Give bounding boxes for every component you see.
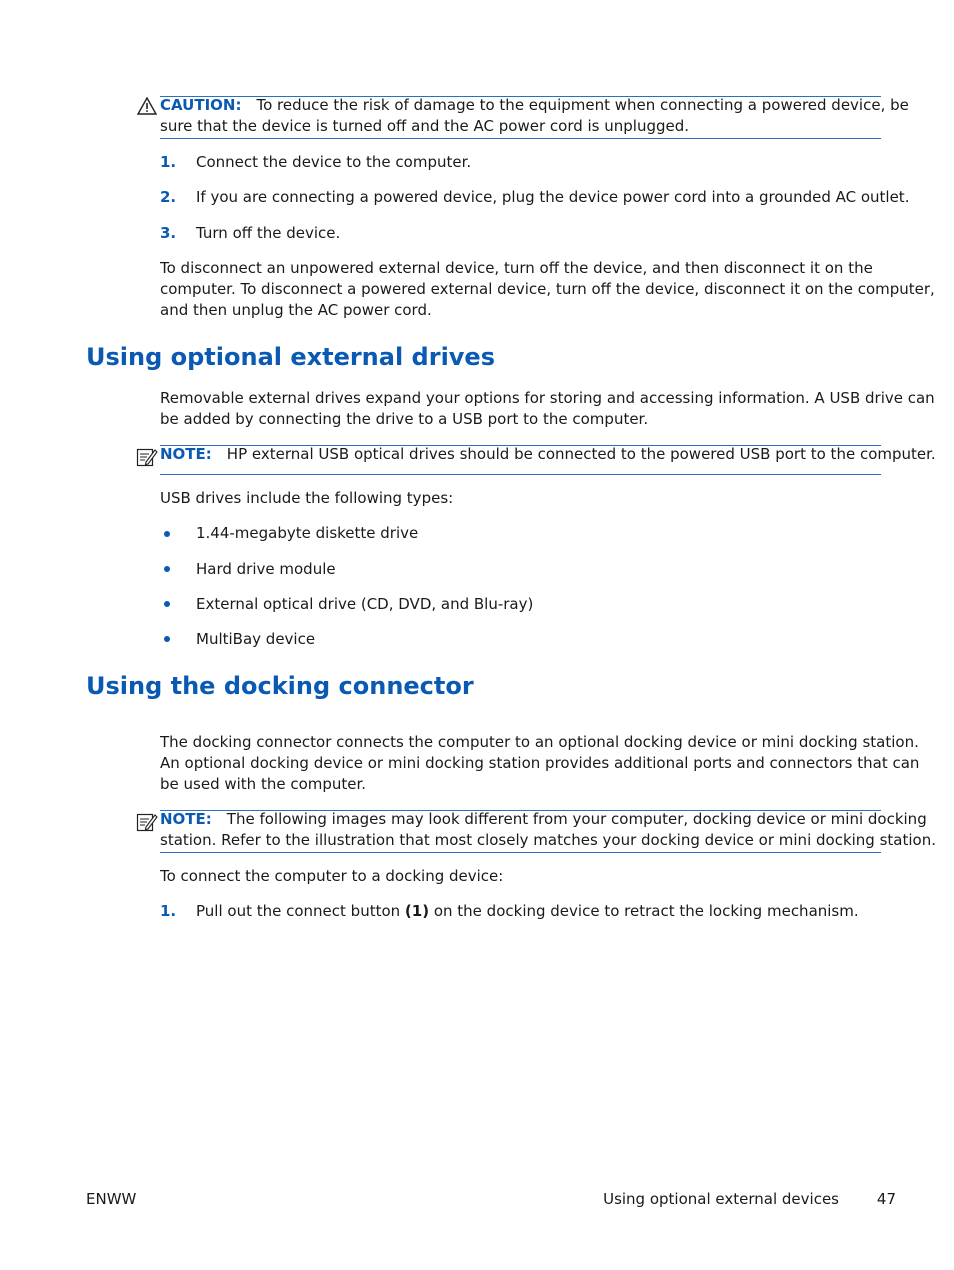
section1-para-line-1: Removable external drives expand your options for storing and accessing information. A USB drive can — [160, 389, 935, 407]
bullet-item: 1.44-megabyte diskette drive — [196, 524, 419, 542]
footer-section: Using optional external devices — [603, 1190, 839, 1208]
disconnect-line-3: and then unplug the AC power cord. — [160, 301, 432, 319]
note-pencil-icon — [136, 811, 158, 833]
note2-text-1: The following images may look different from your computer, docking device or mini docking — [226, 810, 927, 828]
page-number: 47 — [876, 1190, 896, 1208]
disconnect-line-1: To disconnect an unpowered external device, turn off the device, and then disconnect it on the — [160, 259, 873, 277]
section-heading-docking-connector: Using the docking connector — [86, 672, 474, 700]
bullet-item: External optical drive (CD, DVD, and Blu-ray) — [196, 595, 534, 613]
step-number: 3. — [160, 224, 177, 242]
bullet-dot — [164, 636, 170, 642]
bullet-item: MultiBay device — [196, 630, 316, 648]
step-text: If you are connecting a powered device, plug the device power cord into a grounded AC outlet. — [196, 188, 910, 206]
connect-intro: To connect the computer to a docking device: — [160, 867, 504, 885]
section2-para-line-3: be used with the computer. — [160, 775, 367, 793]
note2-label: NOTE: — [160, 810, 212, 828]
types-intro: USB drives include the following types: — [160, 489, 454, 507]
docking-step-text-a: Pull out the connect button — [196, 902, 405, 920]
note1-label: NOTE: — [160, 445, 212, 463]
note2-line-2: station. Refer to the illustration that most closely matches your docking device or mini docking station. — [160, 831, 936, 849]
section2-para-line-1: The docking connector connects the computer to an optional docking device or mini docking station. — [160, 733, 919, 751]
note1-bottom-rule — [160, 474, 881, 475]
bullet-dot — [164, 531, 170, 537]
bullet-dot — [164, 566, 170, 572]
section-heading-external-drives: Using optional external drives — [86, 343, 495, 371]
step-number: 1. — [160, 153, 177, 171]
note1-text: HP external USB optical drives should be connected to the powered USB port to the computer. — [226, 445, 936, 463]
step-text: Turn off the device. — [196, 224, 341, 242]
warning-triangle-icon — [137, 97, 157, 115]
note-pencil-icon — [136, 446, 158, 468]
section2-para-line-2: An optional docking device or mini docking station provides additional ports and connectors that can — [160, 754, 920, 772]
section1-para-line-2: be added by connecting the drive to a USB port to the computer. — [160, 410, 649, 428]
docking-step-callout: (1) — [404, 902, 430, 920]
note1-line — [160, 444, 936, 465]
docking-step-1 — [196, 901, 859, 922]
step-number: 2. — [160, 188, 177, 206]
note2-bottom-rule — [160, 852, 881, 853]
note2-line-1 — [160, 809, 927, 830]
footer-left: ENWW — [86, 1190, 137, 1208]
bullet-dot — [164, 601, 170, 607]
caution-label: CAUTION: — [160, 96, 242, 114]
bullet-item: Hard drive module — [196, 560, 336, 578]
caution-bottom-rule — [160, 138, 881, 139]
caution-text-1: To reduce the risk of damage to the equipment when connecting a powered device, be — [256, 96, 909, 114]
step-number: 1. — [160, 902, 177, 920]
caution-line-1 — [160, 95, 909, 116]
caution-line-2: sure that the device is turned off and the AC power cord is unplugged. — [160, 117, 690, 135]
disconnect-line-2: computer. To disconnect a powered external device, turn off the device, disconnect it on the computer, — [160, 280, 935, 298]
docking-step-text-b: on the docking device to retract the locking mechanism. — [429, 902, 859, 920]
step-text: Connect the device to the computer. — [196, 153, 472, 171]
